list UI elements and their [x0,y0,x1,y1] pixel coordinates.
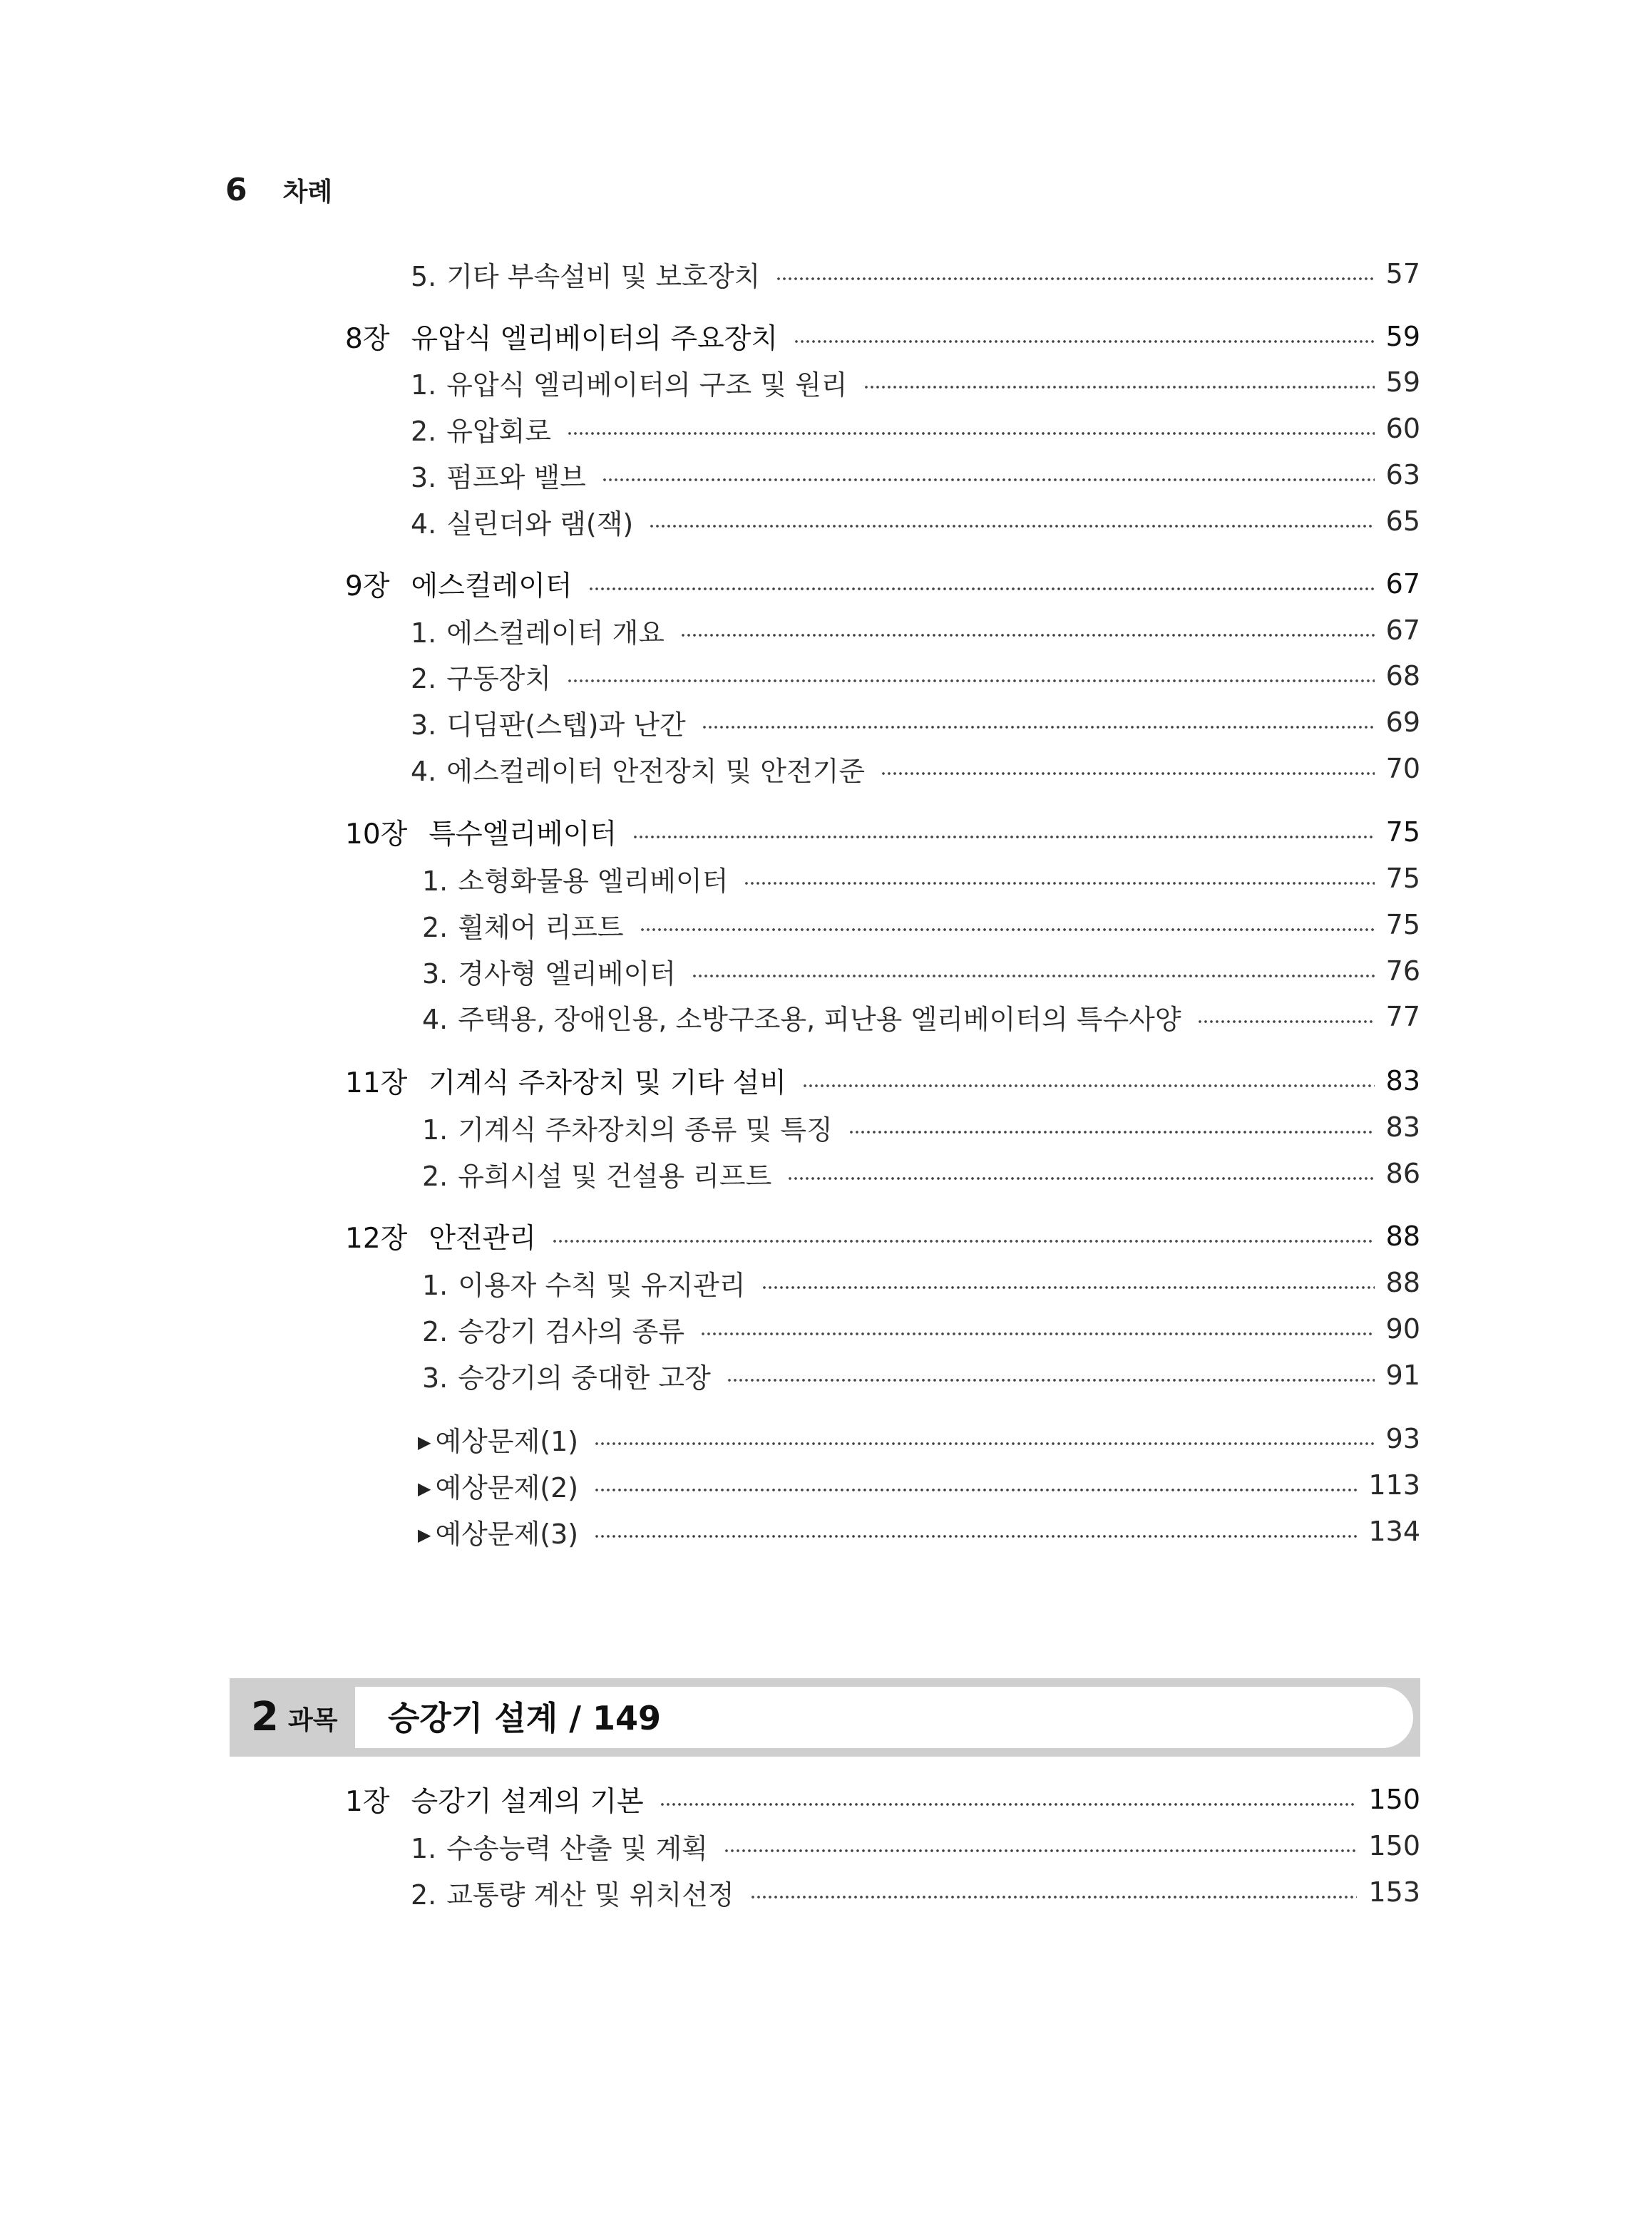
toc-page-number: 63 [1385,459,1420,490]
toc-title: 유압식 엘리베이터의 구조 및 원리 [446,369,848,401]
toc-item [411,1826,1420,1866]
toc-chapter [345,812,1420,852]
toc-item [422,951,1420,991]
toc-item [411,1872,1420,1912]
toc-label [422,952,676,991]
toc-number: 4. [411,755,437,787]
dot-leader [680,633,1375,637]
toc-item [411,501,1420,541]
toc-label [345,812,617,852]
page-section-title: 차례 [282,177,333,207]
toc-label [411,502,633,541]
toc-page-number: 134 [1368,1516,1420,1547]
toc-number: 2. [411,662,437,694]
toc-number: 2. [422,911,448,943]
toc-title: 디딤판(스텝)과 난간 [446,709,686,741]
toc-title: 예상문제(3) [435,1518,579,1550]
toc-item [422,1107,1420,1147]
toc-title: 소형화물용 엘리베이터 [458,865,729,897]
toc-label [411,255,760,294]
toc-number: 2. [422,1160,448,1192]
toc-page-number: 113 [1368,1469,1420,1501]
dot-leader [567,431,1375,436]
toc-number: 1. [422,1269,448,1301]
toc-page-number: 91 [1385,1360,1420,1391]
toc-title: 유희시설 및 건설용 리프트 [458,1160,772,1192]
page-number: 6 [225,171,247,208]
toc-label [422,1154,771,1193]
dot-leader [794,339,1375,344]
toc-page-number: 93 [1385,1423,1420,1454]
toc-page-number: 150 [1368,1830,1420,1861]
toc-item [411,610,1420,650]
toc-label [422,1263,746,1303]
toc-number: 2. [411,415,437,447]
toc-label [411,749,865,788]
toc-label [422,905,624,945]
toc-title: 특수엘리베이터 [429,818,617,851]
toc-label [422,997,1181,1037]
toc-label [411,363,848,402]
toc-number: 1. [411,369,437,401]
subject-unit-label: 과목 [288,1706,338,1735]
toc-label [345,317,778,356]
toc-page-number: 60 [1385,413,1420,444]
toc-label [345,1216,536,1256]
toc-label [411,1873,734,1912]
toc-item [411,455,1420,495]
toc-number: 2. [422,1315,448,1347]
dot-leader [802,1084,1375,1088]
toc-title: 펌프와 밸브 [446,461,586,493]
subject-number: 2 [251,1694,279,1740]
toc-item [422,858,1420,898]
toc-number: 3. [422,957,448,990]
toc-number: 5. [411,260,437,292]
toc-label [411,611,665,650]
toc-title: 기타 부속설비 및 보호장치 [446,260,761,292]
dot-leader [700,1332,1375,1336]
dot-leader [594,1534,1357,1538]
dot-leader [750,1895,1358,1899]
dot-leader [640,928,1375,932]
toc-chapter [345,1061,1420,1101]
toc-page-number: 88 [1385,1267,1420,1298]
toc-title: 실린더와 램(잭) [446,508,634,540]
dot-leader [881,771,1375,776]
dot-leader [848,1130,1375,1134]
toc-chapter [345,1779,1420,1819]
dot-leader [727,1378,1375,1382]
toc-exam [418,1419,1420,1459]
toc-label [422,1108,833,1147]
toc-page-number: 88 [1385,1221,1420,1252]
toc-number: 4. [411,508,437,540]
toc-title: 에스컬레이터 개요 [446,617,665,649]
toc-page-number: 67 [1385,615,1420,646]
toc-page-number: 59 [1385,321,1420,352]
dot-leader [552,1239,1375,1243]
toc-page-number: 153 [1368,1876,1420,1908]
toc-number: 1. [422,1114,448,1146]
toc-label [345,564,573,604]
toc-page-number: 150 [1368,1784,1420,1815]
toc-label [422,1356,711,1395]
dot-leader [594,1488,1357,1492]
dot-leader [567,679,1375,683]
toc-title: 유압회로 [446,415,552,447]
toc-title: 승강기 설계의 기본 [411,1786,644,1818]
toc-number: 3. [411,461,437,493]
toc-title: 구동장치 [446,662,552,694]
dot-leader [660,1802,1358,1807]
toc-number: 9장 [345,570,390,602]
toc-page-number: 75 [1385,816,1420,848]
toc-title: 유압식 엘리베이터의 주요장치 [411,323,779,355]
toc-page-number: 70 [1385,753,1420,784]
dot-leader [724,1849,1358,1853]
toc-title: 에스컬레이터 [411,570,573,602]
dot-leader [863,385,1375,389]
toc-label [411,409,551,448]
toc-title: 경사형 엘리베이터 [458,957,677,990]
dot-leader [588,587,1375,591]
toc-item [422,1309,1420,1349]
toc-chapter [345,317,1420,356]
triangle-bullet-icon: ▶ [418,1478,431,1499]
toc-number: 4. [422,1003,448,1035]
toc-title: 이용자 수칙 및 유지관리 [458,1269,746,1301]
toc-title: 안전관리 [429,1223,537,1255]
toc-page-number: 86 [1385,1158,1420,1189]
toc-title: 예상문제(2) [435,1471,579,1504]
toc-title: 기계식 주차장치 및 기타 설비 [429,1067,786,1099]
triangle-bullet-icon: ▶ [418,1432,431,1452]
dot-leader [632,835,1375,839]
toc-title: 수송능력 산출 및 계획 [446,1832,708,1864]
toc-label [411,657,551,696]
dot-leader [692,974,1375,978]
toc-label [411,1827,708,1866]
toc-title: 기계식 주차장치의 종류 및 특징 [458,1114,833,1146]
dot-leader [602,478,1375,482]
toc-number: 3. [411,709,437,741]
dot-leader [649,524,1374,528]
toc-number: 1. [411,1832,437,1864]
toc-item [422,1355,1420,1395]
dot-leader [761,1285,1375,1290]
toc-item [422,1263,1420,1303]
toc-label [422,1310,684,1349]
toc-label [411,703,686,742]
toc-page-number: 69 [1385,707,1420,738]
toc-label [418,1419,578,1459]
toc-page-number: 75 [1385,863,1420,894]
toc-page-number: 83 [1385,1065,1420,1096]
toc-label [418,1512,578,1551]
toc-item [411,656,1420,696]
toc-item [411,409,1420,448]
toc-title: 휠체어 리프트 [458,911,624,943]
toc-number: 1. [411,617,437,649]
page-header [225,168,332,211]
triangle-bullet-icon: ▶ [418,1524,431,1545]
toc-page-number: 75 [1385,909,1420,940]
dot-leader [744,881,1374,885]
toc-page-number: 65 [1385,505,1420,537]
toc-title: 에스컬레이터 안전장치 및 안전기준 [446,755,866,787]
toc-title: 주택용, 장애인용, 소방구조용, 피난용 엘리베이터의 특수사양 [458,1003,1181,1035]
toc-title: 예상문제(1) [435,1425,579,1457]
toc-chapter [345,1216,1420,1256]
toc-label [411,456,586,495]
toc-page-number: 57 [1385,258,1420,289]
toc-number: 10장 [345,818,408,851]
toc-chapter [345,564,1420,604]
toc-item [422,1154,1420,1193]
toc-title: 승강기 검사의 종류 [458,1315,685,1347]
toc-label [345,1061,786,1101]
subject-banner [230,1678,1420,1757]
toc-page-number: 83 [1385,1111,1420,1143]
toc-number: 1장 [345,1786,390,1818]
toc-title: 교통량 계산 및 위치선정 [446,1879,734,1911]
toc-item [411,254,1420,294]
toc-number: 1. [422,865,448,897]
toc-page-number: 68 [1385,660,1420,692]
toc-number: 11장 [345,1067,408,1099]
toc-page-number: 59 [1385,366,1420,398]
toc-number: 3. [422,1362,448,1394]
dot-leader [787,1176,1374,1181]
toc-label [422,859,728,898]
toc-page-number: 67 [1385,568,1420,600]
toc-item [411,702,1420,742]
toc-title: 승강기의 중대한 고장 [458,1362,711,1394]
dot-leader [594,1442,1375,1446]
toc-number: 8장 [345,323,390,355]
toc-exam [418,1465,1420,1505]
toc-exam [418,1511,1420,1551]
dot-leader [1197,1019,1375,1024]
toc-label [345,1779,644,1819]
toc-item [422,997,1420,1037]
dot-leader [702,725,1375,729]
toc-page-number: 90 [1385,1313,1420,1345]
toc-number: 12장 [345,1223,408,1255]
toc-page-number: 77 [1385,1001,1420,1032]
dot-leader [776,277,1374,281]
toc-item [411,362,1420,402]
toc-number: 2. [411,1879,437,1911]
subject-title: 승강기 설계 / 149 [388,1699,662,1737]
toc-item [411,749,1420,788]
toc-page-number: 76 [1385,955,1420,987]
toc-label [418,1466,578,1505]
toc-item [422,905,1420,945]
